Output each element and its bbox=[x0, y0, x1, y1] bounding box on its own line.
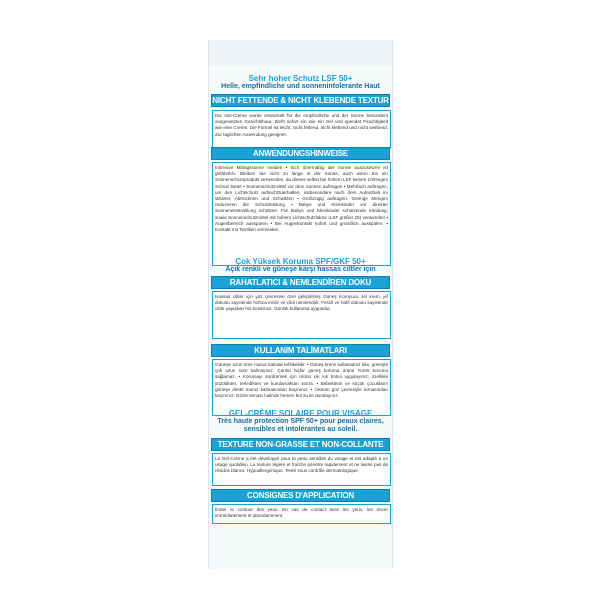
tr-usage-text: Güneşe uzun süre maruz kalmak tehlikelidir. • Güneş kremi kullansanız bile, güneşte çok uzun süre kalmayınız. Çünkü hiçbir güneş koruma ürünü %100 koruma sağlamaz. • Korumayı sürdürmek için ürünü sık sık bolca uygulayınız, özellikle yüzdükten, terledikten ve kurulandıktan sonra. • Bebeklerin ve küçük çocukların güneşe direkt maruz kalmasından kaçınınız. • Ürünün göz çevresiyle temasından kaçınınız. Gözle teması halinde hemen bol su ile durulayınız. bbox=[212, 359, 391, 416]
tr-texture-text: Hassas ciltler için yüz çevresine özel geliştirilmiş Güneş Koruyucu Jel krem, jel dokusu sayesinde hızlıca emilir ve cildi nemlendirir. Ferah ve hafif dokusu sayesinde ciltte yapışkan his bırakmaz. Günlük kullanıma uygundur. bbox=[212, 291, 391, 339]
tr-usage-heading: KULLANIM TALİMATLARI bbox=[211, 344, 390, 357]
tr-subtitle: Açık renkli ve güneşe karşı hassas ciltler için bbox=[225, 266, 376, 273]
tr-texture-heading: RAHATLATICI & NEMLENDİREN DOKU bbox=[211, 276, 390, 289]
product-label bbox=[208, 40, 393, 569]
de-texture-heading: NICHT FETTENDE & NICHT KLEBENDE TEXTUR bbox=[212, 96, 389, 105]
de-header bbox=[209, 75, 392, 91]
de-texture-text: Die Gel-Creme wurde entwickelt für die empfindliche und der Sonne besonders ausgesetzten Gesichtshaut. Zieht sofort ein wie ein Gel und spendet Feuchtigkeit wie eine Creme. Die Formel ist leicht, nicht fettend, nicht klebend und nicht weißend. Zur täglichen Anwendung geeignet. bbox=[212, 110, 391, 148]
fr-title: GEL-CRÈME SOLAIRE POUR VISAGE bbox=[228, 409, 373, 418]
de-usage-text: Intensive Mittagssonne meiden • Sich übermäßig der Sonne auszusetzen ist gefährlich. Bleiben Sie nicht zu lange in der Sonne, auch wenn Sie ein Sonnenschutzprodukt verwenden, da dieses selbst bei hohem LSF keinen 100%igen Schutz bietet • Sonnenschutzmittel vor dem Sonnen auftragen • Mehrfach auftragen, um den Lichtschutz aufrechtzuerhalten, insbesondere nach dem Aufenthalt im Wasser, Abtrocknen und Schwitzen • Großzügig auftragen. Geringe Mengen reduzieren die Schutzleistung • Babys und Kleinkinder vor direkter Sonneneinstrahlung schützen. Für Babys und Kleinkinder schützende Kleidung, sowie Sonnenschutzmittel mit hohem Lichtschutzfaktor (LSF größer 25) verwenden • Augenbereich aussparen • Bei Augenkontakt sofort und gründlich ausspülen. • Kontakt mit Textilien vermeiden. bbox=[212, 162, 391, 266]
fr-subtitle: Très haute protection SPF 50+ pour peaux claires, sensibles et intolérantes au soleil. bbox=[217, 418, 384, 433]
label-top-band bbox=[209, 40, 392, 66]
de-usage-heading: ANWENDUNGSHINWEISE bbox=[211, 147, 390, 160]
de-title: Sehr hoher Schutz LSF 50+ bbox=[248, 74, 353, 83]
fr-usage-text: Éviter le contour des yeux. En cas de contact avec les yeux, les rincer immédiatement et abondamment. bbox=[212, 504, 391, 524]
fr-header bbox=[209, 410, 392, 434]
fr-texture-heading: TEXTURE NON-GRASSE ET NON-COLLANTE bbox=[211, 438, 390, 451]
tr-title: Çok Yüksek Koruma SPF/GKF 50+ bbox=[235, 257, 366, 266]
tr-header bbox=[209, 258, 392, 274]
fr-usage-heading: CONSIGNES D'APPLICATION bbox=[211, 489, 390, 502]
fr-texture-text: Le Gel-Crème a été développé pour la peau sensible du visage et est adapté à un usage quotidien. La texture légère et fraîche pénètre rapidement et ne laisse pas de résidus blancs. Hypoallergénique. Testé sous contrôle dermatologique. bbox=[212, 453, 391, 486]
de-subtitle: Helle, empfindliche und sonnenintolerante Haut bbox=[221, 83, 380, 90]
